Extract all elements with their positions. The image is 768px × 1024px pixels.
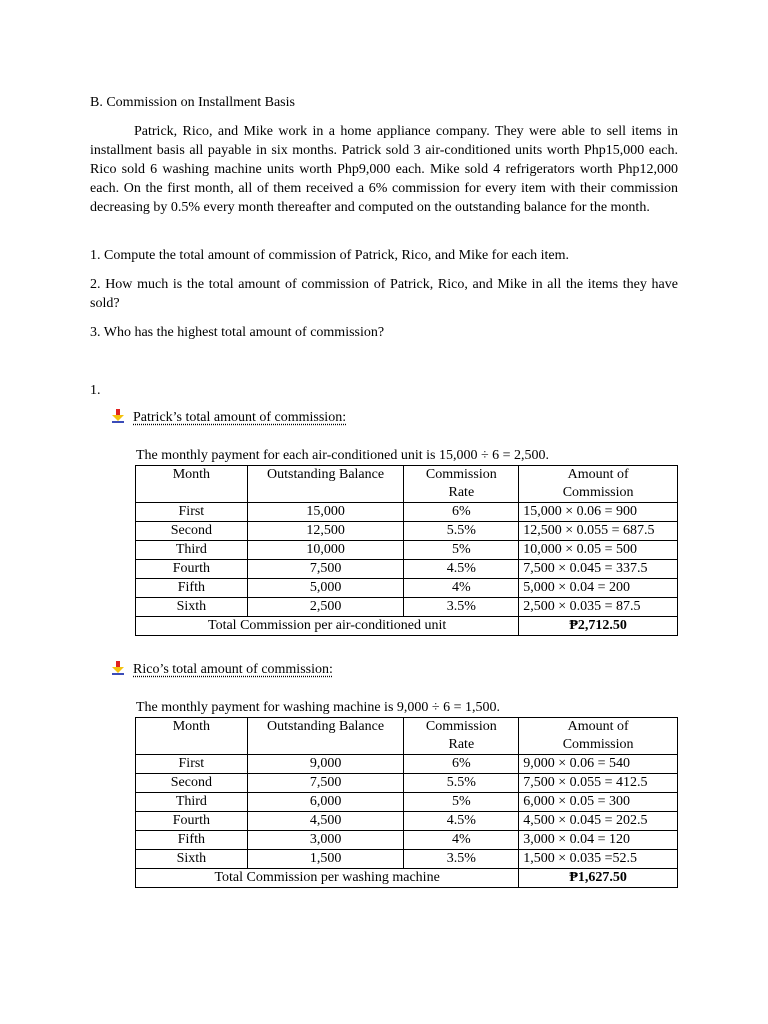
table-row	[136, 579, 678, 598]
cell-rate: 4%	[404, 579, 519, 598]
question-1: 1. Compute the total amount of commission of Patrick, Rico, and Mike for each item.	[90, 248, 570, 263]
header-commission-rate: Commission Rate	[404, 718, 519, 755]
patrick-bullet-label: Patrick’s total amount of commission:	[133, 410, 347, 425]
cell-month: First	[136, 755, 248, 774]
header-amount-of-commission: Amount of Commission	[519, 718, 678, 755]
cell-rate: 4.5%	[404, 812, 519, 831]
cell-balance: 5,000	[247, 579, 404, 598]
cell-balance: 4,500	[247, 812, 404, 831]
total-label: Total Commission per washing machine	[136, 869, 519, 888]
cell-month: Second	[136, 522, 248, 541]
cell-rate: 4%	[404, 831, 519, 850]
table-row	[136, 560, 678, 579]
cell-balance: 15,000	[247, 503, 404, 522]
down-arrow-bullet-icon	[112, 661, 124, 675]
question-2: 2. How much is the total amount of commission of Patrick, Rico, and Mike in all the items they have sold?	[90, 277, 678, 311]
cell-rate: 4.5%	[404, 560, 519, 579]
cell-month: Fourth	[136, 812, 248, 831]
header-outstanding-balance: Outstanding Balance	[247, 466, 404, 503]
rico-bullet	[112, 661, 333, 679]
table-row	[136, 793, 678, 812]
table-total-row	[136, 617, 678, 636]
cell-balance: 3,000	[247, 831, 404, 850]
cell-amount: 9,000 × 0.06 = 540	[519, 755, 678, 774]
patrick-bullet	[112, 409, 346, 427]
cell-amount: 12,500 × 0.055 = 687.5	[519, 522, 678, 541]
cell-amount: 4,500 × 0.045 = 202.5	[519, 812, 678, 831]
cell-rate: 3.5%	[404, 850, 519, 869]
cell-amount: 10,000 × 0.05 = 500	[519, 541, 678, 560]
cell-month: First	[136, 503, 248, 522]
cell-amount: 7,500 × 0.055 = 412.5	[519, 774, 678, 793]
table-row	[136, 755, 678, 774]
cell-month: Second	[136, 774, 248, 793]
cell-balance: 6,000	[247, 793, 404, 812]
cell-balance: 1,500	[247, 850, 404, 869]
header-month: Month	[136, 718, 248, 755]
table-total-row	[136, 869, 678, 888]
cell-balance: 2,500	[247, 598, 404, 617]
cell-amount: 6,000 × 0.05 = 300	[519, 793, 678, 812]
cell-month: Fifth	[136, 831, 248, 850]
cell-rate: 3.5%	[404, 598, 519, 617]
patrick-intro: The monthly payment for each air-conditioned unit is 15,000 ÷ 6 = 2,500.	[136, 448, 550, 463]
table-row	[136, 541, 678, 560]
cell-balance: 9,000	[247, 755, 404, 774]
header-outstanding-balance: Outstanding Balance	[247, 718, 404, 755]
cell-balance: 10,000	[247, 541, 404, 560]
rico-intro: The monthly payment for washing machine is 9,000 ÷ 6 = 1,500.	[136, 700, 500, 715]
table-header-row	[136, 466, 678, 503]
total-value: ₱2,712.50	[519, 617, 678, 636]
header-amount-of-commission: Amount of Commission	[519, 466, 678, 503]
table-row	[136, 774, 678, 793]
cell-month: Fourth	[136, 560, 248, 579]
header-month: Month	[136, 466, 248, 503]
table-row	[136, 598, 678, 617]
table-header-row	[136, 718, 678, 755]
down-arrow-bullet-icon	[112, 409, 124, 423]
section-title: B. Commission on Installment Basis	[90, 95, 295, 110]
header-commission-rate: Commission Rate	[404, 466, 519, 503]
cell-month: Third	[136, 793, 248, 812]
cell-rate: 6%	[404, 755, 519, 774]
cell-rate: 5.5%	[404, 522, 519, 541]
cell-rate: 5%	[404, 793, 519, 812]
cell-month: Sixth	[136, 598, 248, 617]
cell-balance: 7,500	[247, 560, 404, 579]
cell-amount: 2,500 × 0.035 = 87.5	[519, 598, 678, 617]
rico-bullet-label: Rico’s total amount of commission:	[133, 662, 333, 677]
cell-month: Third	[136, 541, 248, 560]
cell-balance: 12,500	[247, 522, 404, 541]
rico-commission-table	[135, 717, 678, 888]
cell-amount: 7,500 × 0.045 = 337.5	[519, 560, 678, 579]
cell-amount: 15,000 × 0.06 = 900	[519, 503, 678, 522]
table-row	[136, 831, 678, 850]
cell-rate: 5%	[404, 541, 519, 560]
cell-amount: 1,500 × 0.035 =52.5	[519, 850, 678, 869]
answer-number: 1.	[90, 383, 101, 398]
total-label: Total Commission per air-conditioned unit	[136, 617, 519, 636]
patrick-commission-table	[135, 465, 678, 636]
table-row	[136, 850, 678, 869]
cell-rate: 5.5%	[404, 774, 519, 793]
table-row	[136, 812, 678, 831]
problem-paragraph: Patrick, Rico, and Mike work in a home appliance company. They were able to sell items in installment basis all payable in six months. Patrick sold 3 air-conditioned units worth Php15,000 each. Rico sold 6 washing machine units worth Php9,000 each. Mike sold 4 refrigerators worth Php12,000 each. On the first month, all of them received a 6% commission for every item with their commission decreasing by 0.5% every month thereafter and computed on the outstanding balance for the month.	[90, 124, 678, 215]
question-3: 3. Who has the highest total amount of commission?	[90, 325, 385, 340]
table-row	[136, 503, 678, 522]
cell-amount: 5,000 × 0.04 = 200	[519, 579, 678, 598]
cell-amount: 3,000 × 0.04 = 120	[519, 831, 678, 850]
table-row	[136, 522, 678, 541]
total-value: ₱1,627.50	[519, 869, 678, 888]
cell-month: Sixth	[136, 850, 248, 869]
cell-balance: 7,500	[247, 774, 404, 793]
cell-rate: 6%	[404, 503, 519, 522]
cell-month: Fifth	[136, 579, 248, 598]
